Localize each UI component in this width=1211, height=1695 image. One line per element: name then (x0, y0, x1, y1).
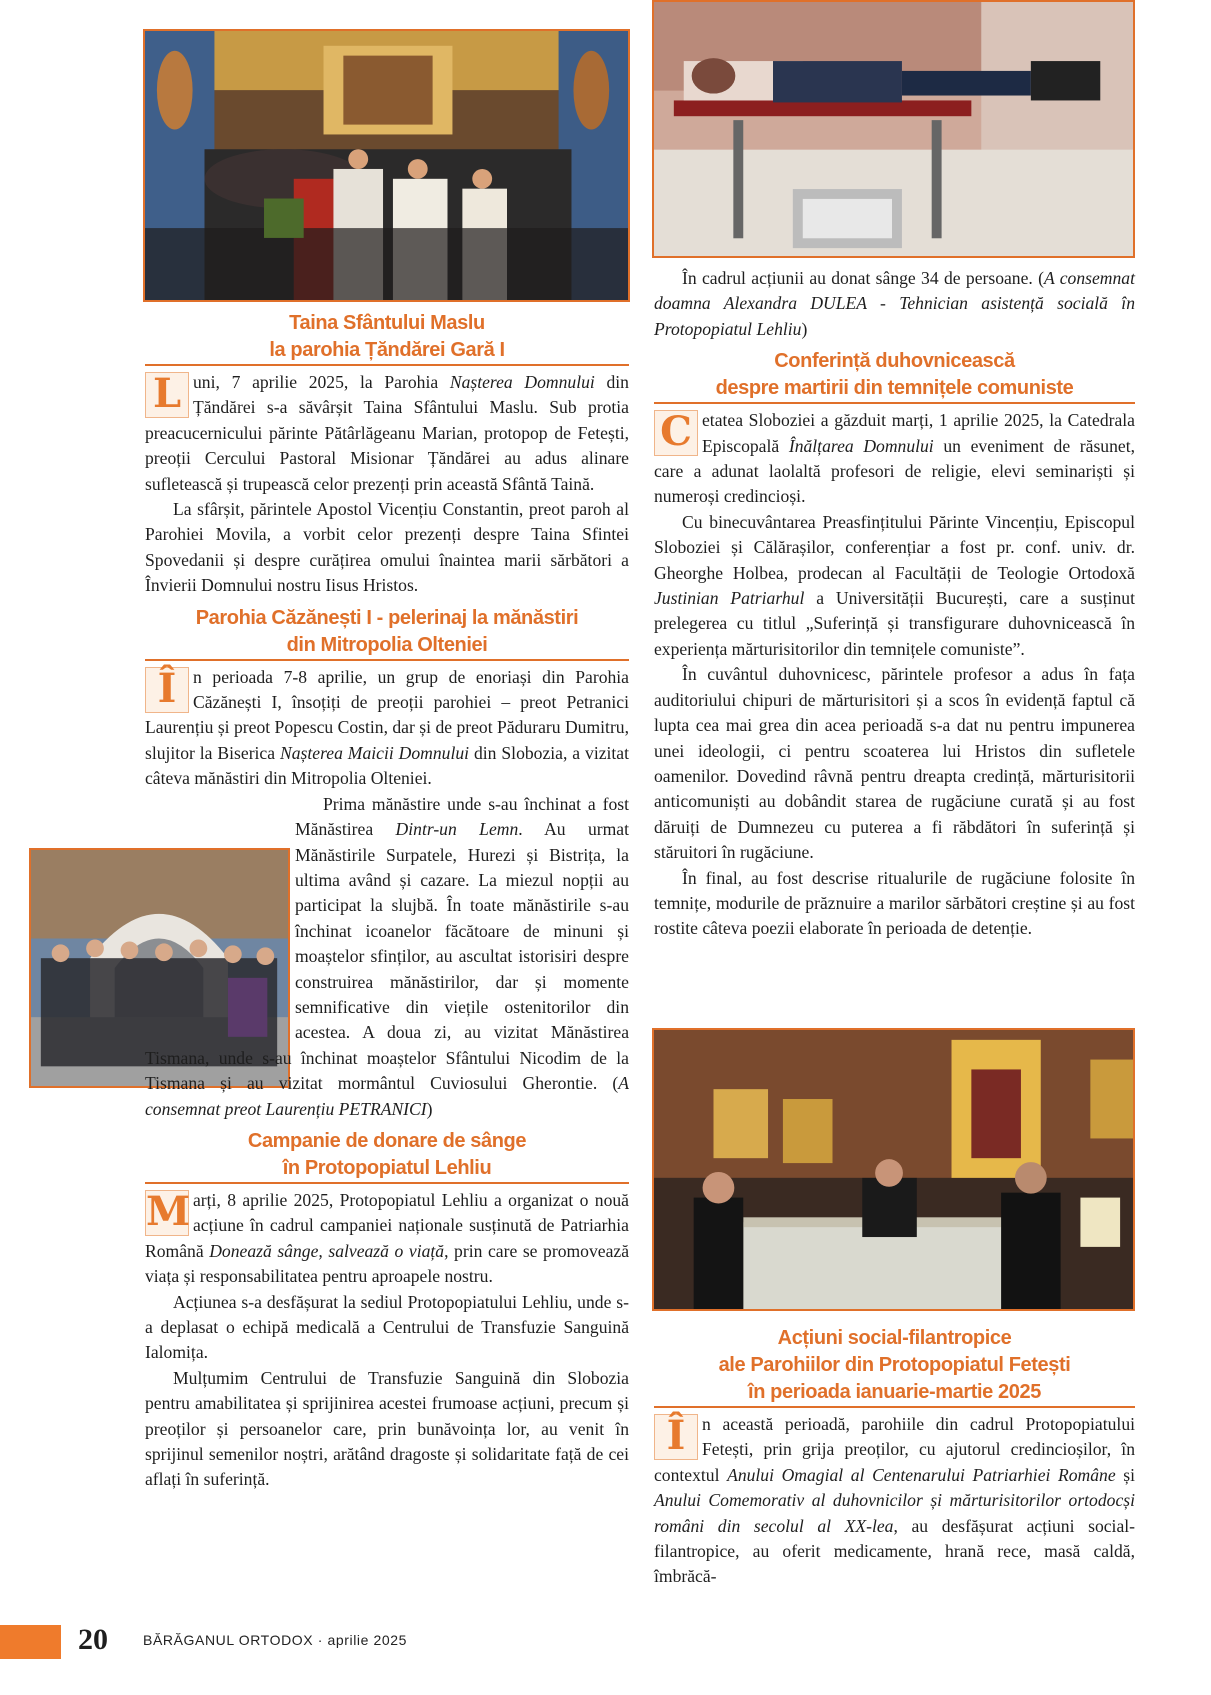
running-footer: BĂRĂGANUL ORTODOX · aprilie 2025 (143, 1632, 408, 1648)
paragraph (654, 266, 1135, 342)
article-title-maslu (145, 310, 629, 364)
italic-text: Anului Comemorativ al duhovnicilor și mărturisitorilor ortodocși români din secolul al XX-lea (654, 1490, 1135, 1536)
article-title-cazanesti (145, 605, 629, 659)
title-line: Parohia Căzănești I - pelerinaj la mănăstiri (195, 606, 579, 629)
title-line: din Mitropolia Olteniei (286, 633, 488, 656)
paragraph: La sfârșit, părintele Apostol Vicențiu Constantin, preot paroh al Parohiei Movila, a vorbit celor prezenți despre Taina Sfintei Spovedanii și despre curățirea omului înaintea marii sărbători a Învierii Domnului nostru Iisus Hristos. (145, 499, 629, 596)
text: etatea Sloboziei a găzduit marți, 1 aprilie 2025, la Catedrala Episcopală (702, 410, 1135, 456)
signature: A consemnat doamna Alexandra DULEA - Tehnician asistență socială în Protopopiatul Lehliu (654, 268, 1135, 339)
text: din Slobozia, a vizitat câteva mănăstiri din Mitropolia Olteniei. (145, 742, 629, 789)
signature: A consemnat preot Laurențiu PETRANICI (145, 1073, 629, 1119)
page-number: 20 (78, 1623, 108, 1656)
title-line: despre martirii din temnițele comuniste (715, 377, 1074, 400)
italic-text: Donează sânge, salvează o viață (209, 1240, 445, 1261)
paragraph (654, 510, 1135, 662)
title-line: Campanie de donare de sânge (247, 1129, 527, 1152)
title-line: ale Parohiilor din Protopopiatul Fetești (718, 1354, 1071, 1376)
paragraph: În final, au fost descrise ritualurile de rugăciune folosite în temnițe, modurile de prăznuire a marilor sărbători creștine și au fost rostite câteva poezii elaborate în perioada de detenție. (654, 867, 1135, 939)
right-column-top (654, 266, 1135, 942)
title-rule (654, 402, 1135, 404)
paragraph (145, 370, 629, 497)
title-line: Acțiuni social-filantropice (777, 1327, 1012, 1349)
photo-conference (652, 1028, 1135, 1311)
text: În cadrul acțiunii au donat sânge 34 de persoane. ( (682, 268, 1044, 288)
text: ) (801, 318, 808, 339)
photo-blood-donation (652, 0, 1135, 258)
text: ) (426, 1098, 433, 1119)
paragraph (654, 1412, 1135, 1590)
text: Prima mănăstire unde s-au închinat a fost Mănăstirea (295, 793, 629, 840)
italic-text: Înălțarea Domnului (788, 435, 934, 456)
title-line: în perioada ianuarie-martie 2025 (748, 1381, 1041, 1403)
paragraph: Acțiunea s-a desfășurat la sediul Protopopiatului Lehliu, unde s-a deplasat o echipă medicală a Centrului de Transfuzie Sanguină Ialomița. (145, 1291, 629, 1363)
paragraph: În cuvântul duhovnicesc, părintele profesor a adus în fața auditoriului chipuri de mărturisitori și a scos în evidență faptul că lupta cea mai grea din acea perioadă s-a dat nu pentru impunerea unei ideologii, ci pentru scoaterea lui Hristos din sufletele oamenilor. Dovedind râvnă pentru dreapta credință, mărturisitorii anticomuniști au dobândit starea de rugăciune curată și au fost dăruiți de Dumnezeu cu puterea a fi răbdători în suferință și stăruitori în rugăciune. (654, 664, 1135, 863)
italic-text: Anului Omagial al Centenarului Patriarhiei Române (727, 1464, 1116, 1485)
paragraph (145, 665, 629, 792)
title-line: Taina Sfântului Maslu (289, 312, 485, 334)
footer-accent-bar (0, 1625, 61, 1659)
text: arți, 8 aprilie 2025, Protopopiatul Lehliu a organizat o nouă acțiune în cadrul campaniei naționale susținută de Patriarhia Română (145, 1189, 629, 1261)
text: a Universității București, care a susținut prelegerea cu titlul „Suferință și transfigurare duhovnicească în experiența mărturisitorilor din temnițele comuniste”. (654, 588, 1135, 659)
text: Cu binecuvântarea Preasfințitului Părinte Vincențiu, Episcopul Sloboziei și Călărașilor, conferențiar a fost pr. conf. univ. dr. Gheorghe Holbea, prodecan al Facultății de Teologie Ortodoxă (654, 511, 1135, 583)
italic-text: Dintr-un Lemn (395, 819, 519, 840)
title-line: Conferință duhovnicească (774, 350, 1015, 373)
text: n această perioadă, parohiile din cadrul Protopopiatului Fetești, prin grija preoților, cu ajutorul credincioșilor, în contextul (654, 1414, 1135, 1485)
drop-cap: C (654, 410, 698, 456)
text: n perioada 7-8 aprilie, un grup de enoriași din Parohia Căzănești I, însoțiți de preoții parohiei – preot Petranici Laurențiu și preot Popescu Costin, dar și de preot Păduraru Dumitru, slujitor la Biserica (145, 666, 629, 763)
article-title-fetesti (654, 1325, 1135, 1406)
title-rule (654, 1406, 1135, 1408)
italic-text: Justinian Patriarhul (654, 588, 805, 609)
title-line: în Protopopiatul Lehliu (282, 1156, 492, 1179)
text: . Au urmat Mănăstirile Surpatele, Hurezi și Bistrița, la ultima având și cazare. La miezul nopții au participat la slujbă. În toate mănăstirile s-au închinat icoanelor făcătoare de minuni și moaștelor sfinților, au ascultat istorisiri despre construirea mănăstirilor, dar și momente semnificative din viețile ostenitorilor din acestea. A doua zi, au vizitat Mănăstirea Tismana, unde s-au închinat moaștelor Sfântului Nicodim de la Tismana și au vizitat mormântul Cuviosului Gherontie. ( (145, 819, 629, 1094)
title-rule (145, 1182, 629, 1184)
drop-cap: L (145, 372, 189, 418)
italic-text: Nașterea Maicii Domnului (280, 742, 470, 763)
italic-text: Nașterea Domnului (449, 372, 595, 392)
drop-cap: M (146, 1187, 191, 1235)
text: , au desfășurat acțiuni social-filantropice, au oferit medicamente, hrană rece, masă caldă, îmbrăcă- (654, 1515, 1135, 1587)
title-rule (145, 364, 629, 366)
drop-cap: Î (145, 667, 189, 713)
right-column-bottom (654, 1325, 1135, 1590)
title-rule (145, 659, 629, 661)
article-title-conferinta (654, 348, 1135, 402)
paragraph (654, 408, 1135, 510)
title-line: la parohia Țăndărei Gară I (269, 339, 505, 361)
photo-maslu-service (143, 29, 630, 302)
drop-cap: Î (654, 1414, 698, 1460)
text: , prin care se promovează viața și responsabilitatea pentru aproapele nostru. (145, 1240, 630, 1287)
paragraph: Mulțumim Centrului de Transfuzie Sanguină din Slobozia pentru amabilitatea și sprijinirea acestei frumoase acțiuni, precum și preoților și persoanelor care, prin bunăvoința lor, au venit în sprijinul semenilor noștri, arătând dragoste și solidaritate față de cei aflați în suferință. (145, 1367, 629, 1490)
text: din Țăndărei s-a săvârșit Taina Sfântului Maslu. Sub protia preacucernicului părinte Pătârlăgeanu Marian, protopop de Fetești, preoții Cercului Pastoral Misionar Țăndărei au adus alinare sufletească și trupească celor prezenți prin această Sfântă Taină. (145, 372, 629, 494)
article-title-donare (145, 1128, 629, 1182)
text: uni, 7 aprilie 2025, la Parohia (193, 372, 450, 392)
image-float-space (145, 792, 295, 1030)
paragraph (145, 1188, 629, 1290)
left-column (145, 310, 629, 1493)
text: și (1115, 1464, 1135, 1485)
text: un eveniment de răsunet, care a adunat laolaltă profesori de religie, elevi seminariști și numeroși credincioși. (654, 435, 1135, 507)
